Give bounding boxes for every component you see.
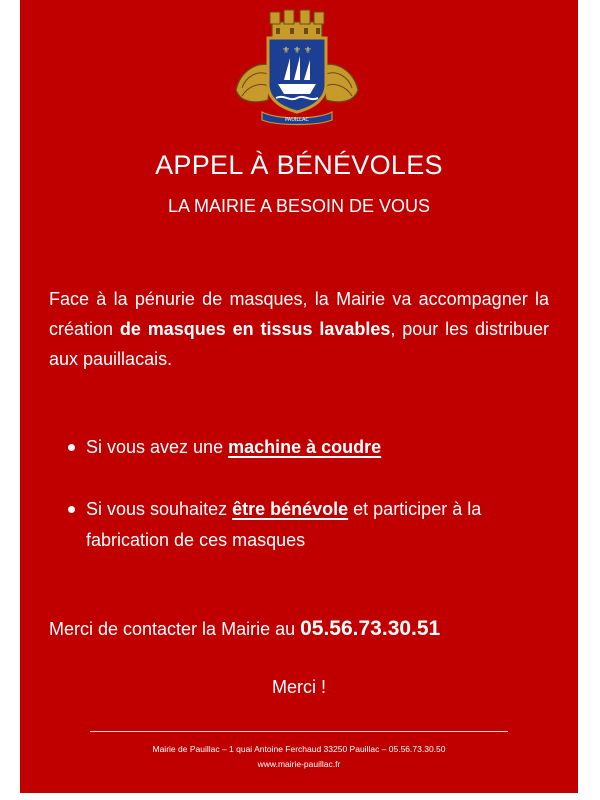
footer <box>20 742 578 772</box>
bullet-item-sewing-machine <box>68 432 550 463</box>
bullet-item-volunteer <box>68 494 550 556</box>
bullet-emphasis: être bénévole <box>232 499 349 519</box>
bullet-suffix: et participer à la fabrication de ces masques <box>86 499 482 550</box>
bullet-dot-icon <box>68 444 75 451</box>
bullet-dot-icon <box>68 506 75 513</box>
intro-text-part1: Face à la pénurie de masques, la Mairie va accompagner la création <box>49 289 549 339</box>
footer-divider <box>90 731 508 732</box>
poster <box>20 0 578 793</box>
town-coat-of-arms-icon <box>232 8 362 126</box>
poster-title: APPEL À BÉNÉVOLES <box>155 150 443 180</box>
bullet-text <box>86 494 550 556</box>
ribbon-text: PAUILLAC <box>285 117 309 123</box>
svg-text:⚜ ⚜ ⚜: ⚜ ⚜ ⚜ <box>282 46 312 56</box>
bullet-emphasis: machine à coudre <box>228 437 382 457</box>
thanks-text: Merci ! <box>272 677 326 697</box>
bullet-text <box>86 432 550 463</box>
intro-text-part2: , pour les distribuer aux pauillacais. <box>49 319 549 369</box>
bullet-prefix: Si vous souhaitez <box>86 499 233 519</box>
contact-line <box>49 614 569 644</box>
footer-website: www.mairie-pauillac.fr <box>257 759 341 769</box>
contact-phone-number: 05.56.73.30.51 <box>300 617 441 640</box>
poster-subtitle: LA MAIRIE A BESOIN DE VOUS <box>167 196 431 216</box>
contact-text: Merci de contacter la Mairie au <box>49 619 301 639</box>
footer-address: Mairie de Pauillac – 1 quai Antoine Ferchaud 33250 Pauillac – 05.56.73.30.50 <box>152 744 446 754</box>
intro-paragraph <box>49 284 549 374</box>
bullet-prefix: Si vous avez une <box>86 437 229 457</box>
intro-text-bold: de masques en tissus lavables <box>119 319 391 339</box>
